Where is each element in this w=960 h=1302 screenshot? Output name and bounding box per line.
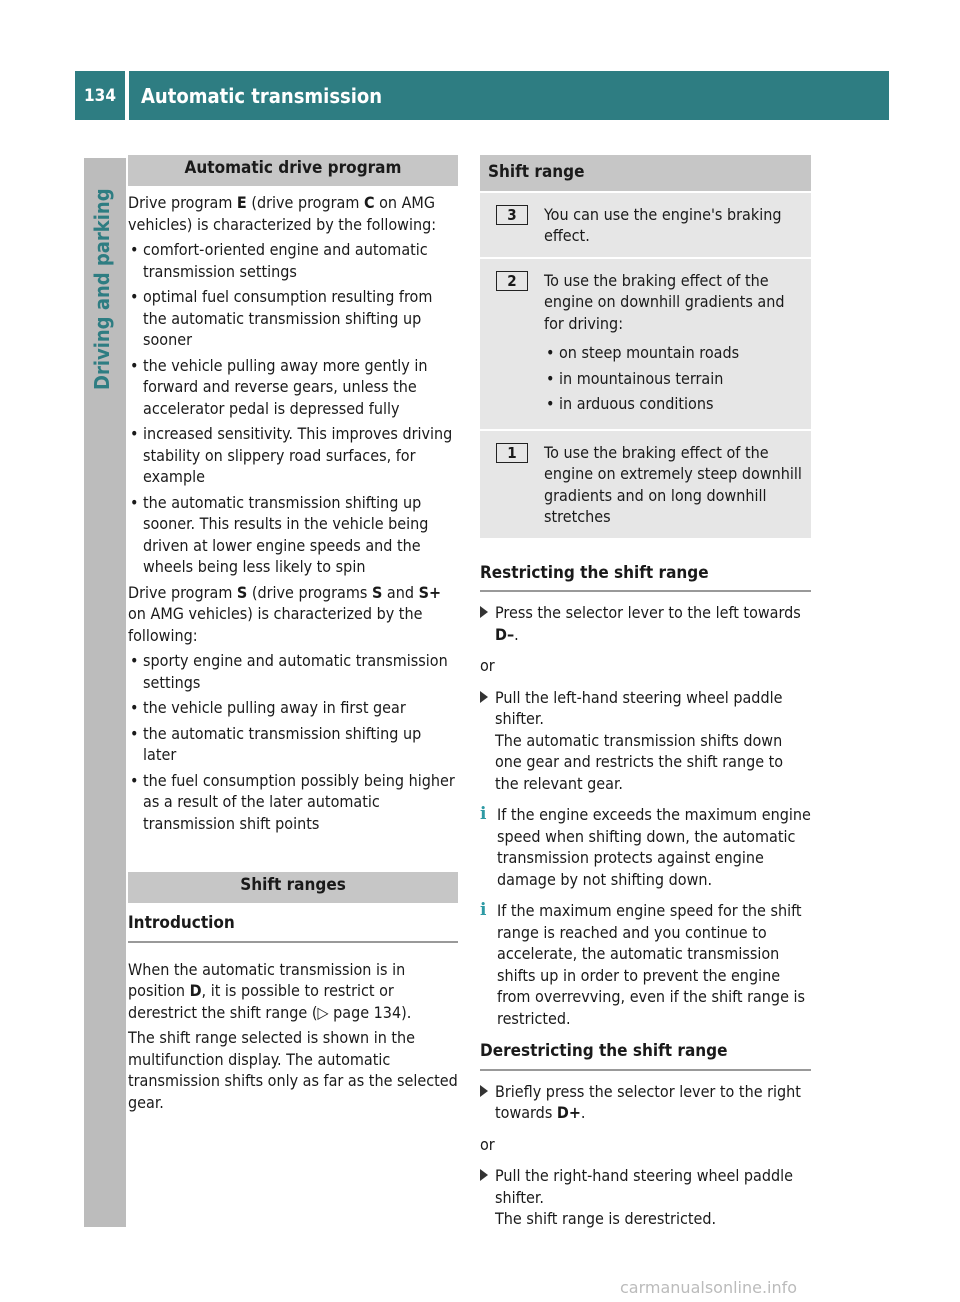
restrict-result: The automatic transmission shifts down one gear and restricts the shift range to the relevant gear.: [495, 730, 784, 793]
table-row: [480, 257, 811, 429]
shift-range-2-list: [544, 342, 803, 415]
derestrict-result: The shift range is derestricted.: [495, 1209, 717, 1228]
side-tab-marker: [84, 1227, 126, 1247]
watermark: carmanualsonline.info: [620, 1278, 798, 1297]
drive-program-s-intro: Drive program S (drive programs S and S+ on AMG vehicles) is characterized by the following:: [128, 582, 442, 645]
info-note-1: i If the engine exceeds the maximum engine speed when shifting down, the automatic transmission protects against engine damage by not shifting down.: [480, 804, 811, 889]
list-item: • optimal fuel consumption resulting from the automatic transmission shifting up sooner: [128, 286, 458, 351]
introduction-heading: Introduction: [128, 913, 458, 943]
derestrict-step-2: Pull the right-hand steering wheel paddle shifter. The shift range is derestricted.: [480, 1165, 811, 1230]
step-arrow-icon: [480, 691, 488, 703]
shift-range-2-text: To use the braking effect of the engine on downhill gradients and for driving:: [544, 270, 785, 333]
step-arrow-icon: [480, 606, 488, 618]
drive-program-e-list: [128, 239, 458, 578]
list-item: • comfort-oriented engine and automatic transmission settings: [128, 239, 458, 282]
info-icon: i: [480, 804, 487, 824]
page-title: Automatic transmission: [129, 71, 889, 120]
drive-program-e-intro: Drive program E (drive program C on AMG vehicles) is characterized by the following:: [128, 193, 437, 234]
list-item: • the vehicle pulling away in first gear: [128, 697, 458, 719]
shift-range-2-key-icon: 2: [496, 271, 528, 291]
step-arrow-icon: [480, 1169, 488, 1181]
list-item: • the vehicle pulling away more gently in forward and reverse gears, unless the accelerator pedal is depressed fully: [128, 355, 458, 420]
derestricting-heading: Derestricting the shift range: [480, 1041, 811, 1071]
shift-range-table: [480, 155, 811, 538]
step-arrow-icon: [480, 1085, 488, 1097]
shift-ranges-heading: Shift ranges: [128, 872, 458, 903]
restrict-step-1: Press the selector lever to the left towards D–.: [480, 602, 811, 645]
restricting-heading: Restricting the shift range: [480, 563, 811, 593]
info-note-2: i If the maximum engine speed for the shift range is reached and you continue to accelerate, the automatic transmission shifts up in order to prevent the engine from overrevving, even if the shift range is restricted.: [480, 900, 805, 1028]
drive-program-s-list: [128, 650, 458, 834]
side-accent-bar: [84, 120, 126, 158]
page-reference-icon: ▷: [317, 1002, 329, 1022]
list-item: • in mountainous terrain: [544, 368, 803, 390]
shift-range-1-text: To use the braking effect of the engine on extremely steep downhill gradients and on long downhill stretches: [544, 429, 811, 538]
page-number: 134: [75, 71, 125, 120]
shift-range-3-text: You can use the engine's braking effect.: [544, 191, 811, 257]
list-item: • the automatic transmission shifting up later: [128, 723, 458, 766]
list-item: • on steep mountain roads: [544, 342, 803, 364]
or-text: or: [480, 656, 495, 675]
introduction-paragraph: When the automatic transmission is in position D, it is possible to restrict or derestrict the shift range (▷ page 134).: [128, 959, 412, 1022]
info-icon: i: [480, 900, 487, 920]
side-section-label: Driving and parking: [90, 188, 114, 390]
automatic-drive-program-heading: Automatic drive program: [128, 155, 458, 186]
shift-range-3-key-icon: 3: [496, 205, 528, 225]
shift-range-1-key-icon: 1: [496, 443, 528, 463]
table-row: [480, 191, 811, 257]
list-item: • increased sensitivity. This improves driving stability on slippery road surfaces, for example: [128, 423, 458, 488]
or-text: or: [480, 1134, 495, 1154]
list-item: • sporty engine and automatic transmission settings: [128, 650, 458, 693]
list-item: • the fuel consumption possibly being higher as a result of the later automatic transmission shift points: [128, 770, 458, 835]
derestrict-step-1: Briefly press the selector lever to the right towards D+.: [480, 1081, 811, 1124]
list-item: • the automatic transmission shifting up sooner. This results in the vehicle being driven at lower engine speeds and the wheels being less likely to spin: [128, 492, 458, 578]
display-paragraph: The shift range selected is shown in the multifunction display. The automatic transmission shifts only as far as the selected gear.: [128, 1028, 458, 1112]
restrict-step-2: Pull the left-hand steering wheel paddle shifter. The automatic transmission shifts down one gear and restricts the shift range to the relevant gear.: [480, 687, 811, 795]
list-item: • in arduous conditions: [544, 393, 803, 415]
left-column: [128, 155, 458, 1117]
table-row: [480, 429, 811, 538]
right-column: [480, 155, 811, 1240]
shift-range-table-header: Shift range: [480, 155, 811, 191]
shift-range-2-cell: [544, 257, 811, 429]
